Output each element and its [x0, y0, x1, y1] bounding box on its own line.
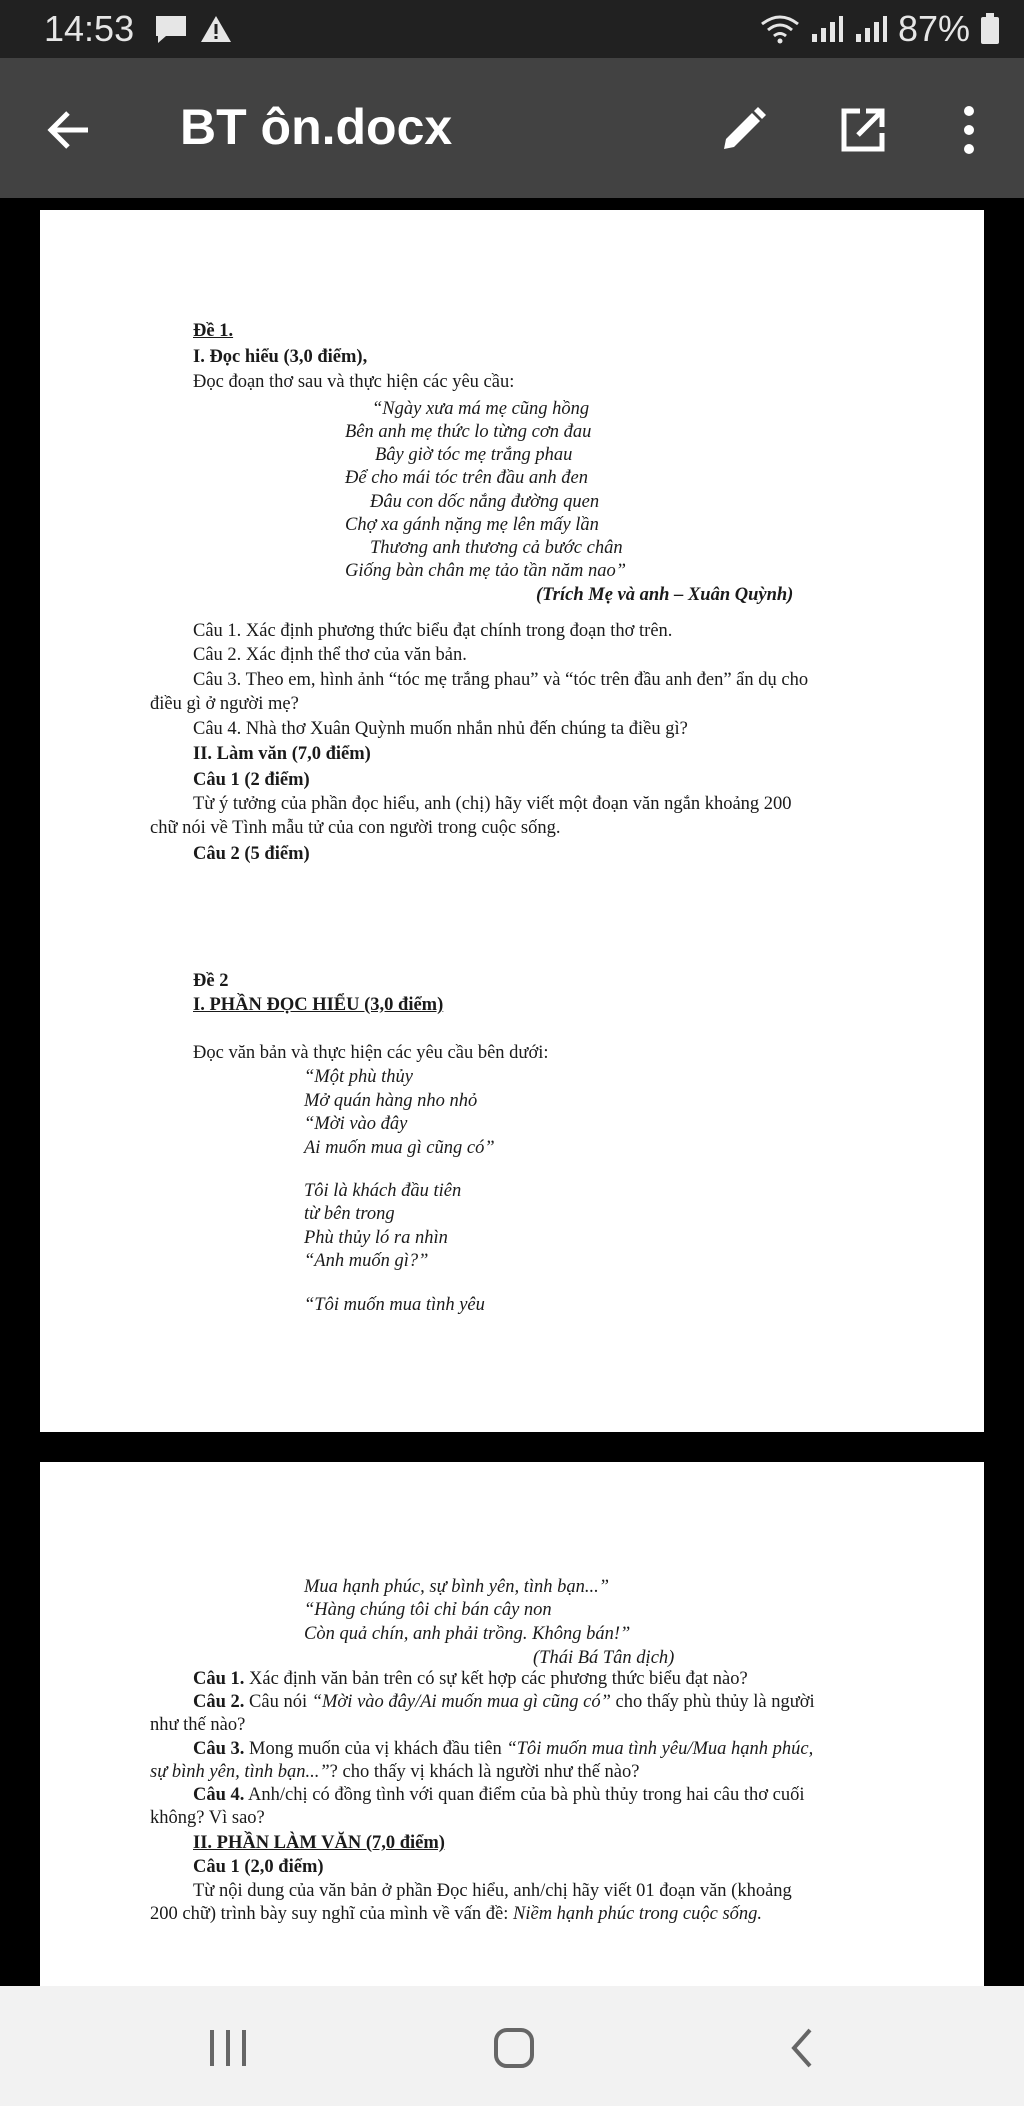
question-text: Mong muốn của vị khách đầu tiên [244, 1739, 507, 1759]
de2-question-4-cont: không? Vì sao? [150, 1808, 265, 1828]
edit-pencil-icon[interactable] [716, 103, 770, 157]
battery-icon [980, 13, 1000, 45]
de1-part1-heading: I. Đọc hiểu (3,0 điểm), [193, 347, 368, 367]
question-quote: “Mời vào đây/Ai muốn mua gì cũng có” [311, 1692, 611, 1712]
back-arrow-icon[interactable] [42, 103, 96, 157]
poem1-line: Bên anh mẹ thức lo từng cơn đau [345, 422, 592, 442]
de2-cau1-text-cont [150, 1903, 762, 1926]
signal-icon-1 [810, 14, 844, 44]
de1-question-3: Câu 3. Theo em, hình ảnh “tóc mẹ trắng phau” và “tóc trên đầu anh đen” ẩn dụ cho [193, 670, 809, 690]
de1-question-3-cont: điều gì ở người mẹ? [150, 694, 299, 714]
poem2-line: “Mời vào đây [304, 1114, 408, 1134]
open-external-icon[interactable] [836, 103, 890, 157]
back-nav-icon[interactable] [782, 2026, 822, 2070]
poem1-line: Chợ xa gánh nặng mẹ lên mấy lần [345, 515, 599, 535]
de1-question-4: Câu 4. Nhà thơ Xuân Quỳnh muốn nhắn nhủ đến chúng ta điều gì? [193, 719, 688, 739]
document-title: BT ôn.docx [180, 99, 453, 155]
poem2-line: “Tôi muốn mua tình yêu [304, 1295, 485, 1315]
battery-percent: 87% [897, 8, 970, 49]
poem2-line: “Anh muốn gì?” [304, 1251, 429, 1271]
de1-cau1-heading: Câu 1 (2 điểm) [193, 770, 310, 790]
de1-question-2: Câu 2. Xác định thể thơ của văn bản. [193, 645, 467, 665]
poem2-line: Ai muốn mua gì cũng có” [304, 1138, 495, 1158]
warning-icon [200, 14, 232, 44]
poem1-line: Thương anh thương cả bước chân [370, 538, 623, 558]
question-label: Câu 2. [193, 1692, 245, 1712]
de2-question-4 [193, 1784, 804, 1807]
status-bar [0, 0, 1024, 58]
poem2-source: (Thái Bá Tân dịch) [533, 1648, 675, 1668]
poem2-line: “Một phù thủy [304, 1067, 413, 1087]
question-quote: sự bình yên, tình bạn...” [150, 1762, 330, 1782]
de2-heading: Đề 2 [193, 971, 229, 991]
question-label: Câu 3. [193, 1739, 245, 1759]
poem1-line: Bây giờ tóc mẹ trắng phau [375, 445, 573, 465]
de2-question-3-cont [150, 1761, 639, 1784]
de2-part2-heading: II. PHẦN LÀM VĂN (7,0 điểm) [193, 1833, 445, 1853]
wifi-icon [760, 14, 800, 44]
poem2-line: Mua hạnh phúc, sự bình yên, tình bạn...” [304, 1577, 610, 1597]
de2-question-3 [193, 1738, 813, 1761]
poem2-line: từ bên trong [304, 1204, 395, 1224]
de1-instruction: Đọc đoạn thơ sau và thực hiện các yêu cầu: [193, 372, 515, 392]
de2-question-1 [193, 1668, 748, 1691]
document-page-1[interactable] [40, 210, 984, 1432]
poem1-line: Để cho mái tóc trên đầu anh đen [345, 468, 589, 488]
status-time: 14:53 [44, 8, 135, 49]
poem2-line: “Hàng chúng tôi chỉ bán cây non [304, 1600, 552, 1620]
question-text: Câu nói [244, 1692, 312, 1712]
question-label: Câu 4. [193, 1785, 245, 1805]
poem1-source: (Trích Mẹ và anh – Xuân Quỳnh) [536, 585, 794, 605]
question-label: Câu 1. [193, 1669, 245, 1689]
system-navigation-bar [0, 1986, 1024, 2106]
message-notification-icon [154, 14, 188, 44]
poem1-line: “Ngày xưa má mẹ cũng hồng [372, 399, 590, 419]
cau1-text: 200 chữ) trình bày suy nghĩ của mình về vấn đề: [150, 1904, 513, 1924]
de1-question-1: Câu 1. Xác định phương thức biểu đạt chính trong đoạn thơ trên. [193, 621, 673, 641]
de2-part1-heading: I. PHẦN ĐỌC HIỂU (3,0 điểm) [193, 995, 444, 1015]
signal-icon-2 [854, 14, 888, 44]
de2-question-2 [193, 1691, 815, 1714]
de1-cau1-text: Từ ý tưởng của phần đọc hiểu, anh (chị) hãy viết một đoạn văn ngắn khoảng 200 [193, 794, 792, 814]
question-quote: “Tôi muốn mua tình yêu/Mua hạnh phúc, [506, 1739, 814, 1759]
poem2-line: Phù thủy ló ra nhìn [304, 1228, 448, 1248]
de1-cau1-text-cont: chữ nói về Tình mẫu tử của con người trong cuộc sống. [150, 818, 561, 838]
question-text: cho thấy phù thủy là người [610, 1692, 815, 1712]
de1-cau2-heading: Câu 2 (5 điểm) [193, 844, 310, 864]
question-text: Anh/chị có đồng tình với quan điểm của bà phù thủy trong hai câu thơ cuối [244, 1785, 805, 1805]
cau1-topic: Niềm hạnh phúc trong cuộc sống. [513, 1904, 763, 1924]
poem1-line: Đâu con dốc nắng đường quen [370, 492, 600, 512]
question-text: Xác định văn bản trên có sự kết hợp các phương thức biểu đạt nào? [244, 1669, 748, 1689]
de2-cau1-text: Từ nội dung của văn bản ở phần Đọc hiểu, anh/chị hãy viết 01 đoạn văn (khoảng [193, 1881, 792, 1901]
poem2-line: Tôi là khách đầu tiên [304, 1181, 462, 1201]
poem2-line: Còn quả chín, anh phải trồng. Không bán!” [304, 1624, 631, 1644]
de2-instruction: Đọc văn bản và thực hiện các yêu cầu bên dưới: [193, 1043, 549, 1063]
document-page-2[interactable] [40, 1462, 984, 1986]
app-bar [0, 58, 1024, 198]
question-text: ? cho thấy vị khách là người như thế nào? [329, 1762, 640, 1782]
de2-question-2-cont: như thế nào? [150, 1715, 246, 1735]
de2-cau1-heading: Câu 1 (2,0 điểm) [193, 1857, 324, 1877]
more-options-icon[interactable] [942, 103, 996, 157]
de1-heading: Đề 1. [193, 321, 234, 341]
recent-apps-icon[interactable] [206, 2028, 250, 2068]
poem2-line: Mở quán hàng nho nhỏ [304, 1091, 478, 1111]
de1-part2-heading: II. Làm văn (7,0 điểm) [193, 744, 371, 764]
home-icon[interactable] [492, 2026, 536, 2070]
poem1-line: Giống bàn chân mẹ tảo tần năm nao” [345, 561, 627, 581]
